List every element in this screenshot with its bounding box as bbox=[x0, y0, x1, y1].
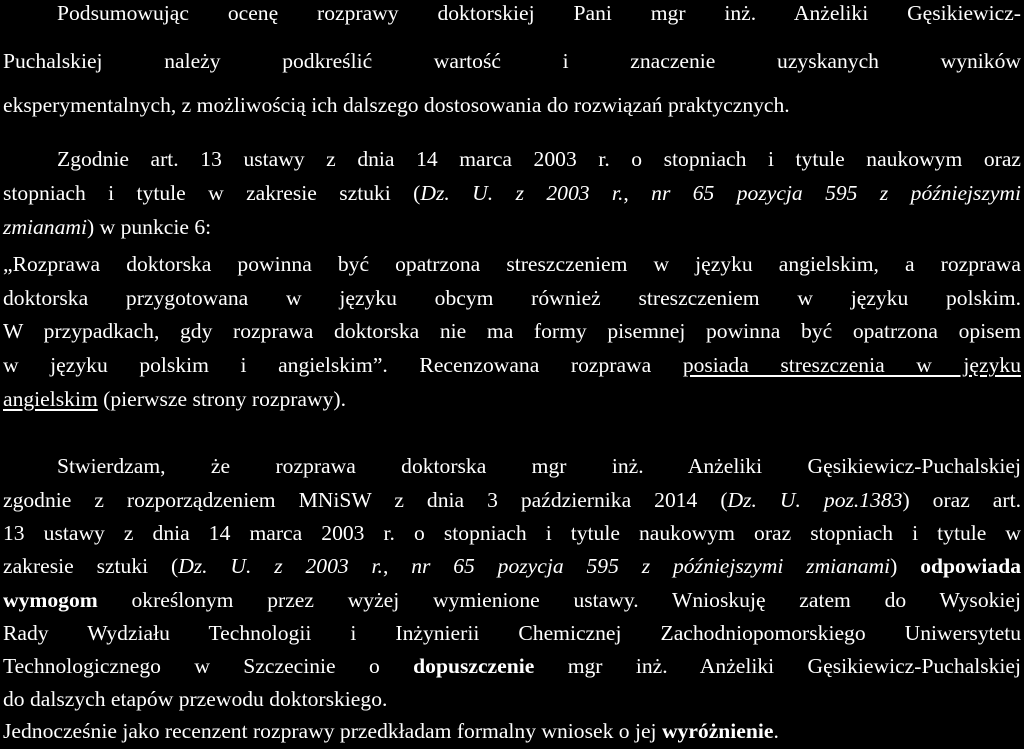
text: , bbox=[382, 554, 412, 578]
text: Podsumowując ocenę rozprawy doktorskiej Pani mgr inż. Anżeliki Gęsikiewicz- bbox=[57, 1, 1021, 25]
p2-line-1 bbox=[57, 146, 1021, 172]
p1-line-1 bbox=[57, 0, 1021, 26]
text: do dalszych etapów przewodu doktorskiego. bbox=[3, 687, 388, 711]
bold-text: wyróżnienie bbox=[661, 719, 774, 743]
text: Rady Wydziału Technologii i Inżynierii Chemicznej Zachodniopomorskiego Uniwersytetu bbox=[3, 621, 1021, 645]
text: ) oraz art. bbox=[902, 488, 1021, 512]
p3-line-7 bbox=[3, 653, 1021, 679]
text: ) bbox=[890, 554, 921, 578]
quote-text: „Rozprawa doktorska powinna być opatrzona streszczeniem w języku angielskim, a rozprawa bbox=[3, 252, 1021, 276]
text: Stwierdzam, że rozprawa doktorska mgr inż. Anżeliki Gęsikiewicz-Puchalskiej bbox=[57, 454, 1021, 478]
p2-line-7 bbox=[3, 352, 1021, 378]
p2-line-8 bbox=[3, 386, 1021, 412]
text: mgr inż. Anżeliki Gęsikiewicz-Puchalskiej bbox=[534, 654, 1021, 678]
text: ) w punkcie 6: bbox=[86, 215, 212, 239]
p2-line-3 bbox=[3, 214, 1021, 240]
text: Zgodnie art. 13 ustawy z dnia 14 marca 2003 r. o stopniach i tytule naukowym oraz bbox=[57, 147, 1021, 171]
p2-line-6 bbox=[3, 318, 1021, 344]
underlined-text: posiada streszczenia w języku bbox=[682, 353, 1021, 377]
p3-line-8 bbox=[3, 686, 1021, 712]
p3-line-4 bbox=[3, 553, 1021, 579]
p1-line-3 bbox=[3, 92, 1021, 118]
quote-text: doktorska przygotowana w języku obcym również streszczeniem w języku polskim. bbox=[3, 286, 1021, 310]
bold-text: wymogom bbox=[3, 588, 98, 612]
text: (pierwsze strony rozprawy). bbox=[97, 387, 346, 411]
p2-line-2 bbox=[3, 180, 1021, 206]
text: Puchalskiej należy podkreślić wartość i znaczenie uzyskanych wyników bbox=[3, 49, 1021, 73]
p3-line-2 bbox=[3, 487, 1021, 513]
citation-italic: Dz. U. z 2003 r. bbox=[420, 181, 624, 205]
p3-line-5 bbox=[3, 587, 1021, 613]
text: Technologicznego w Szczecinie o bbox=[3, 654, 414, 678]
quote-text: W przypadkach, gdy rozprawa doktorska nie ma formy pisemnej powinna być opatrzona opisem bbox=[3, 319, 1021, 343]
bold-text: dopuszczenie bbox=[413, 654, 535, 678]
text: . bbox=[773, 719, 779, 743]
bold-text: odpowiada bbox=[920, 554, 1021, 578]
underlined-text: angielskim bbox=[3, 387, 98, 411]
text: eksperymentalnych, z możliwością ich dalszego dostosowania do rozwiązań praktycznych. bbox=[3, 93, 790, 117]
p3-line-6 bbox=[3, 620, 1021, 646]
citation-italic: Dz. U. poz.1383 bbox=[727, 488, 903, 512]
citation-italic: nr 65 pozycja 595 z późniejszymi zmianami bbox=[411, 554, 891, 578]
p3-line-1 bbox=[57, 453, 1021, 479]
text: 13 ustawy z dnia 14 marca 2003 r. o stopniach i tytule naukowym oraz stopniach i tytule w bbox=[3, 521, 1021, 545]
text: zakresie sztuki ( bbox=[3, 554, 179, 578]
text: , bbox=[623, 181, 652, 205]
text: w języku polskim i angielskim”. Recenzowana rozprawa bbox=[3, 353, 683, 377]
p3-line-9 bbox=[3, 718, 1021, 744]
text: określonym przez wyżej wymienione ustawy. Wnioskuję zatem do Wysokiej bbox=[97, 588, 1021, 612]
p2-line-4 bbox=[3, 251, 1021, 277]
citation-italic: Dz. U. z 2003 r. bbox=[178, 554, 383, 578]
text: zgodnie z rozporządzeniem MNiSW z dnia 3 października 2014 ( bbox=[3, 488, 728, 512]
p2-line-5 bbox=[3, 285, 1021, 311]
p3-line-3 bbox=[3, 520, 1021, 546]
citation-italic: nr 65 pozycja 595 z późniejszymi bbox=[651, 181, 1021, 205]
citation-italic: zmianami bbox=[3, 215, 87, 239]
text: stopniach i tytule w zakresie sztuki ( bbox=[3, 181, 421, 205]
p1-line-2 bbox=[3, 48, 1021, 74]
text: Jednocześnie jako recenzent rozprawy przedkładam formalny wniosek o jej bbox=[3, 719, 662, 743]
